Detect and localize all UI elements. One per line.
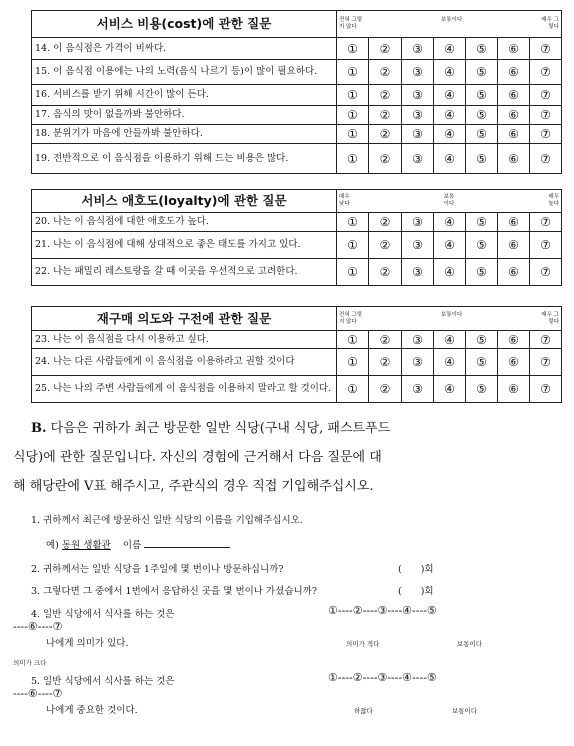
scale-option-6[interactable]: ⑥ [498,259,530,286]
question-row [32,213,562,232]
intro-line-3: 해 해당란에 V표 해주시고, 주관식의 경우 직접 기입해주십시오. [13,479,374,494]
question-text: 16. 서비스를 받기 위해 시간이 많이 든다. [32,85,337,106]
question-row [32,106,562,125]
question-4-scale[interactable]: ①----②----③----④----⑤ [328,604,437,617]
scale-option-3[interactable]: ③ [402,106,434,125]
scale-option-5[interactable]: ⑤ [466,331,498,349]
scale-option-4[interactable]: ④ [434,349,466,376]
scale-option-7[interactable]: ⑦ [530,349,562,376]
scale-option-5[interactable]: ⑤ [466,259,498,286]
scale-option-7[interactable]: ⑦ [530,232,562,259]
question-text: 19. 전반적으로 이 음식점을 이용하기 위해 드는 비용은 많다. [32,144,337,174]
scale-option-6[interactable]: ⑥ [498,106,530,125]
question-5-mid-label: 보통이다 [452,707,478,715]
section-b-label: B. [31,421,47,436]
repurchase-rows [32,331,562,403]
question-row [32,38,562,60]
scale-option-6[interactable]: ⑥ [498,38,530,60]
question-text: 23. 나는 이 음식점을 다시 이용하고 싶다. [32,331,337,349]
question-4-mid-label: 보통이다 [457,640,483,648]
scale-option-1[interactable]: ① [337,85,369,106]
scale-option-3[interactable]: ③ [402,38,434,60]
scale-option-1[interactable]: ① [337,60,369,85]
scale-header: 전혀 그렇 보통이다 매우 그 지 않다 렇다 [337,307,562,331]
scale-option-6[interactable]: ⑥ [498,349,530,376]
cost-question-table [31,10,562,174]
question-4: 4. 일반 식당에서 식사를 하는 것은 [31,609,175,620]
question-2-answer[interactable]: ( )회 [398,564,434,575]
question-row [32,144,562,174]
question-4-low-label: 의미가 적다 [346,640,380,648]
scale-option-4[interactable]: ④ [434,125,466,144]
scale-option-6[interactable]: ⑥ [498,232,530,259]
scale-option-3[interactable]: ③ [402,125,434,144]
question-row [32,259,562,286]
question-5-low-label: 하찮다 [354,707,373,715]
scale-option-6[interactable]: ⑥ [498,331,530,349]
scale-option-3[interactable]: ③ [402,60,434,85]
scale-option-4[interactable]: ④ [434,331,466,349]
scale-option-7[interactable]: ⑦ [530,144,562,174]
scale-option-2[interactable]: ② [369,125,402,144]
scale-option-3[interactable]: ③ [402,259,434,286]
scale-option-2[interactable]: ② [369,376,402,403]
scale-header: 매우 보통 매우 낮다 이다 높다 [337,190,562,213]
scale-option-7[interactable]: ⑦ [530,331,562,349]
question-3-answer[interactable]: ( )회 [398,586,434,597]
scale-option-1[interactable]: ① [337,349,369,376]
question-row [32,60,562,85]
question-5-scale-cont[interactable]: ----⑥----⑦ [13,687,63,700]
scale-option-2[interactable]: ② [369,213,402,232]
scale-option-2[interactable]: ② [369,349,402,376]
scale-option-7[interactable]: ⑦ [530,38,562,60]
scale-option-5[interactable]: ⑤ [466,144,498,174]
scale-option-1[interactable]: ① [337,232,369,259]
question-text: 25. 나는 나의 주변 사람들에게 이 음식점을 이용하지 말라고 할 것이다. [32,376,337,403]
scale-option-4[interactable]: ④ [434,376,466,403]
scale-option-7[interactable]: ⑦ [530,60,562,85]
loyalty-rows [32,213,562,286]
scale-option-5[interactable]: ⑤ [466,232,498,259]
question-text: 18. 분위기가 마음에 안들까봐 불안하다. [32,125,337,144]
scale-option-6[interactable]: ⑥ [498,213,530,232]
question-4-scale-cont[interactable]: ----⑥----⑦ [13,620,63,633]
scale-option-7[interactable]: ⑦ [530,106,562,125]
scale-option-4[interactable]: ④ [434,213,466,232]
question-1: 1. 귀하께서 최근에 방문하신 일반 식당의 이름을 기입해주십시오. [31,515,303,526]
question-4-text: 나에게 의미가 있다. [46,638,129,649]
question-row [32,232,562,259]
scale-option-2[interactable]: ② [369,106,402,125]
scale-option-3[interactable]: ③ [402,85,434,106]
question-row [32,331,562,349]
scale-option-4[interactable]: ④ [434,259,466,286]
scale-option-5[interactable]: ⑤ [466,38,498,60]
scale-option-2[interactable]: ② [369,232,402,259]
question-text: 20. 나는 이 음식점에 대한 애호도가 높다. [32,213,337,232]
scale-option-1[interactable]: ① [337,376,369,403]
scale-option-3[interactable]: ③ [402,213,434,232]
scale-option-1[interactable]: ① [337,331,369,349]
repurchase-question-table [31,306,562,403]
question-text: 22. 나는 패밀리 레스토랑을 갈 때 이곳을 우선적으로 고려한다. [32,259,337,286]
section-b-intro [13,414,561,501]
question-5-text: 나에게 중요한 것이다. [46,705,138,716]
scale-option-7[interactable]: ⑦ [530,125,562,144]
scale-option-1[interactable]: ① [337,125,369,144]
question-5-scale[interactable]: ①----②----③----④----⑤ [328,671,437,684]
question-row [32,85,562,106]
question-1-example: 예) 동원 생활관 이름 [46,537,230,551]
scale-option-1[interactable]: ① [337,38,369,60]
scale-option-4[interactable]: ④ [434,144,466,174]
scale-option-1[interactable]: ① [337,106,369,125]
scale-option-2[interactable]: ② [369,38,402,60]
scale-option-6[interactable]: ⑥ [498,85,530,106]
scale-option-2[interactable]: ② [369,331,402,349]
scale-option-5[interactable]: ⑤ [466,349,498,376]
scale-option-1[interactable]: ① [337,213,369,232]
scale-option-7[interactable]: ⑦ [530,85,562,106]
scale-option-3[interactable]: ③ [402,376,434,403]
cost-rows [32,38,562,174]
scale-option-3[interactable]: ③ [402,144,434,174]
question-row [32,125,562,144]
restaurant-name-field[interactable] [144,537,230,548]
question-5: 5. 일반 식당에서 식사를 하는 것은 [31,676,175,687]
scale-option-4[interactable]: ④ [434,38,466,60]
scale-option-4[interactable]: ④ [434,232,466,259]
question-text: 21. 나는 이 음식점에 대해 상대적으로 좋은 태도를 가지고 있다. [32,232,337,259]
intro-line-2: 식당)에 관한 질문입니다. 자신의 경험에 근거해서 다음 질문에 대 [13,450,382,465]
question-text: 24. 나는 다른 사람들에게 이 음식점을 이용하라고 권할 것이다 [32,349,337,376]
scale-option-4[interactable]: ④ [434,85,466,106]
question-text: 14. 이 음식점은 가격이 비싸다. [32,38,337,60]
scale-option-7[interactable]: ⑦ [530,259,562,286]
question-text: 17. 음식의 맛이 없을까봐 불안하다. [32,106,337,125]
scale-option-5[interactable]: ⑤ [466,85,498,106]
section-title: 서비스 애호도(loyalty)에 관한 질문 [32,190,337,213]
scale-option-5[interactable]: ⑤ [466,106,498,125]
scale-option-5[interactable]: ⑤ [466,376,498,403]
scale-option-6[interactable]: ⑥ [498,144,530,174]
loyalty-question-table [31,189,562,286]
intro-line-1: 다음은 귀하가 최근 방문한 일반 식당(구내 식당, 패스트푸드 [50,421,391,436]
scale-option-4[interactable]: ④ [434,60,466,85]
scale-option-2[interactable]: ② [369,259,402,286]
scale-option-5[interactable]: ⑤ [466,125,498,144]
scale-header: 전혀 그렇 보통이다 매우 그 지 않다 렇다 [337,11,562,38]
scale-option-1[interactable]: ① [337,259,369,286]
scale-option-5[interactable]: ⑤ [466,213,498,232]
scale-option-2[interactable]: ② [369,144,402,174]
scale-option-3[interactable]: ③ [402,331,434,349]
question-text: 15. 이 음식점 이용에는 나의 노력(음식 나르기 등)이 많이 필요하다. [32,60,337,85]
question-row [32,349,562,376]
scale-option-6[interactable]: ⑥ [498,125,530,144]
scale-option-3[interactable]: ③ [402,349,434,376]
scale-option-4[interactable]: ④ [434,106,466,125]
scale-option-1[interactable]: ① [337,144,369,174]
scale-option-2[interactable]: ② [369,85,402,106]
question-4-high-label: 의미가 크다 [13,659,47,667]
section-title: 재구매 의도와 구전에 관한 질문 [32,307,337,331]
question-row [32,376,562,403]
scale-option-3[interactable]: ③ [402,232,434,259]
scale-option-7[interactable]: ⑦ [530,213,562,232]
scale-option-7[interactable]: ⑦ [530,376,562,403]
scale-option-6[interactable]: ⑥ [498,376,530,403]
scale-option-2[interactable]: ② [369,60,402,85]
scale-option-6[interactable]: ⑥ [498,60,530,85]
scale-option-5[interactable]: ⑤ [466,60,498,85]
question-2: 2. 귀하께서는 일반 식당을 1주일에 몇 번이나 방문하십니까? [31,564,284,575]
question-3: 3. 그렇다면 그 중에서 1번에서 응답하신 곳을 몇 번이나 가셨습니까? [31,586,317,597]
section-title: 서비스 비용(cost)에 관한 질문 [32,11,337,38]
